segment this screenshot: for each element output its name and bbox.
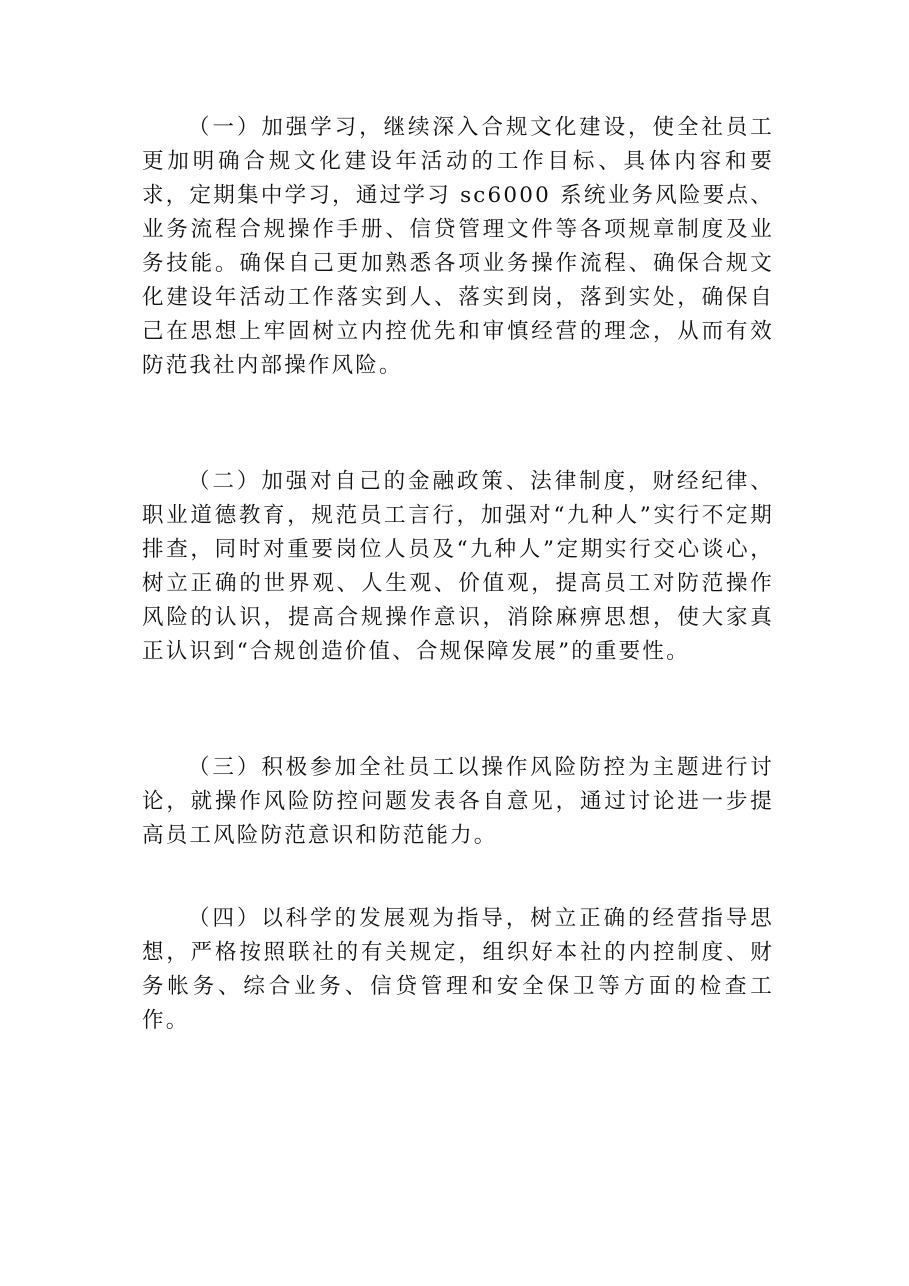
paragraph-4: （四）以科学的发展观为指导，树立正确的经营指导思想，严格按照联社的有关规定，组织好本社的内控制度、财务帐务、综合业务、信贷管理和安全保卫等方面的检查工作。 <box>142 906 774 1033</box>
paragraph-2: （二）加强对自己的金融政策、法律制度，财经纪律、职业道德教育，规范员工言行，加强对“九种人”实行不定期排查，同时对重要岗位人员及“九种人”定期实行交心谈心，树立正确的世界观、人生观、价值观，提高员工对防范操作风险的认识，提高合规操作意识，消除麻痹思想，使大家真正认识到“合规创造价值、合规保障发展”的重要性。 <box>142 469 774 664</box>
paragraph-1: （一）加强学习，继续深入合规文化建设，使全社员工更加明确合规文化建设年活动的工作目标、具体内容和要求，定期集中学习，通过学习 sc6000 系统业务风险要点、业务流程合规操作手册、信贷管理文件等各项规章制度及业务技能。确保自己更加熟悉各项业务操作流程、确保合规文化建设年活动工作落实到人、落实到岗，落到实处，确保自己在思想上牢固树立内控优先和审慎经营的理念，从而有效防范我社内部操作风险。 <box>142 115 774 378</box>
paragraph-3: （三）积极参加全社员工以操作风险防控为主题进行讨论，就操作风险防控问题发表各自意见，通过讨论进一步提高员工风险防范意识和防范能力。 <box>142 755 774 848</box>
